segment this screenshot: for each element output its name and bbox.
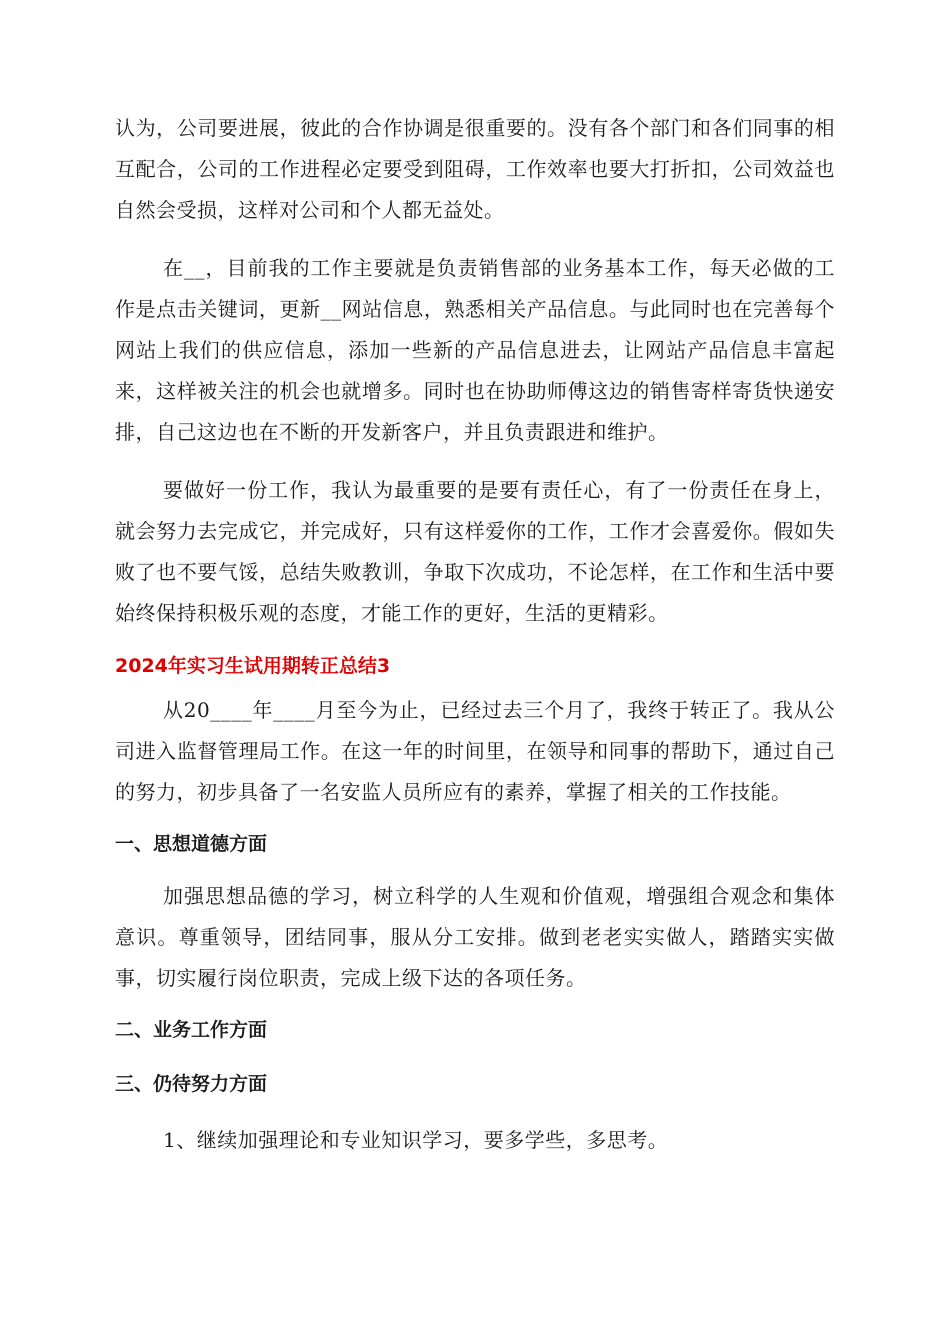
heading-business-work: 二、业务工作方面	[115, 1019, 268, 1041]
document-body	[115, 108, 835, 1161]
paragraph-ideology: 加强思想品德的学习，树立科学的人生观和价值观，增强组合观念和集体意识。尊重领导，团结同事，服从分工安排。做到老老实实做人，踏踏实实做事，切实履行岗位职责，完成上级下达的各项任务。	[115, 884, 835, 990]
heading-improvement: 三、仍待努力方面	[115, 1073, 268, 1095]
section-title-summary-3: 2024年实习生试用期转正总结3	[115, 655, 391, 677]
heading-ideology-morality: 一、思想道德方面	[115, 833, 268, 855]
paragraph-responsibility: 要做好一份工作，我认为最重要的是要有责任心，有了一份责任在身上，就会努力去完成它，并完成好，只有这样爱你的工作，工作才会喜爱你。假如失败了也不要气馁，总结失败教训，争取下次成功，不论怎样，在工作和生活中要始终保持积极乐观的态度，才能工作的更好，生活的更精彩。	[115, 478, 835, 625]
paragraph-intro-summary: 从20____年____月至今为止，已经过去三个月了，我终于转正了。我从公司进入监督管理局工作。在这一年的时间里，在领导和同事的帮助下，通过自己的努力，初步具备了一名安监人员所应有的素养，掌握了相关的工作技能。	[115, 698, 835, 804]
paragraph-current-work: 在__，目前我的工作主要就是负责销售部的业务基本工作，每天必做的工作是点击关键词，更新__网站信息，熟悉相关产品信息。与此同时也在完善每个网站上我们的供应信息，添加一些新的产品信息进去，让网站产品信息丰富起来，这样被关注的机会也就增多。同时也在协助师傅这边的销售寄样寄货快递安排，自己这边也在不断的开发新客户，并且负责跟进和维护。	[115, 256, 835, 444]
list-item-study: 1、继续加强理论和专业知识学习，要多学些，多思考。	[163, 1128, 669, 1152]
paragraph-cooperation: 认为，公司要进展，彼此的合作协调是很重要的。没有各个部门和各们同事的相互配合，公司的工作进程必定要受到阻碍，工作效率也要大打折扣，公司效益也自然会受损，这样对公司和个人都无益处。	[115, 116, 835, 222]
